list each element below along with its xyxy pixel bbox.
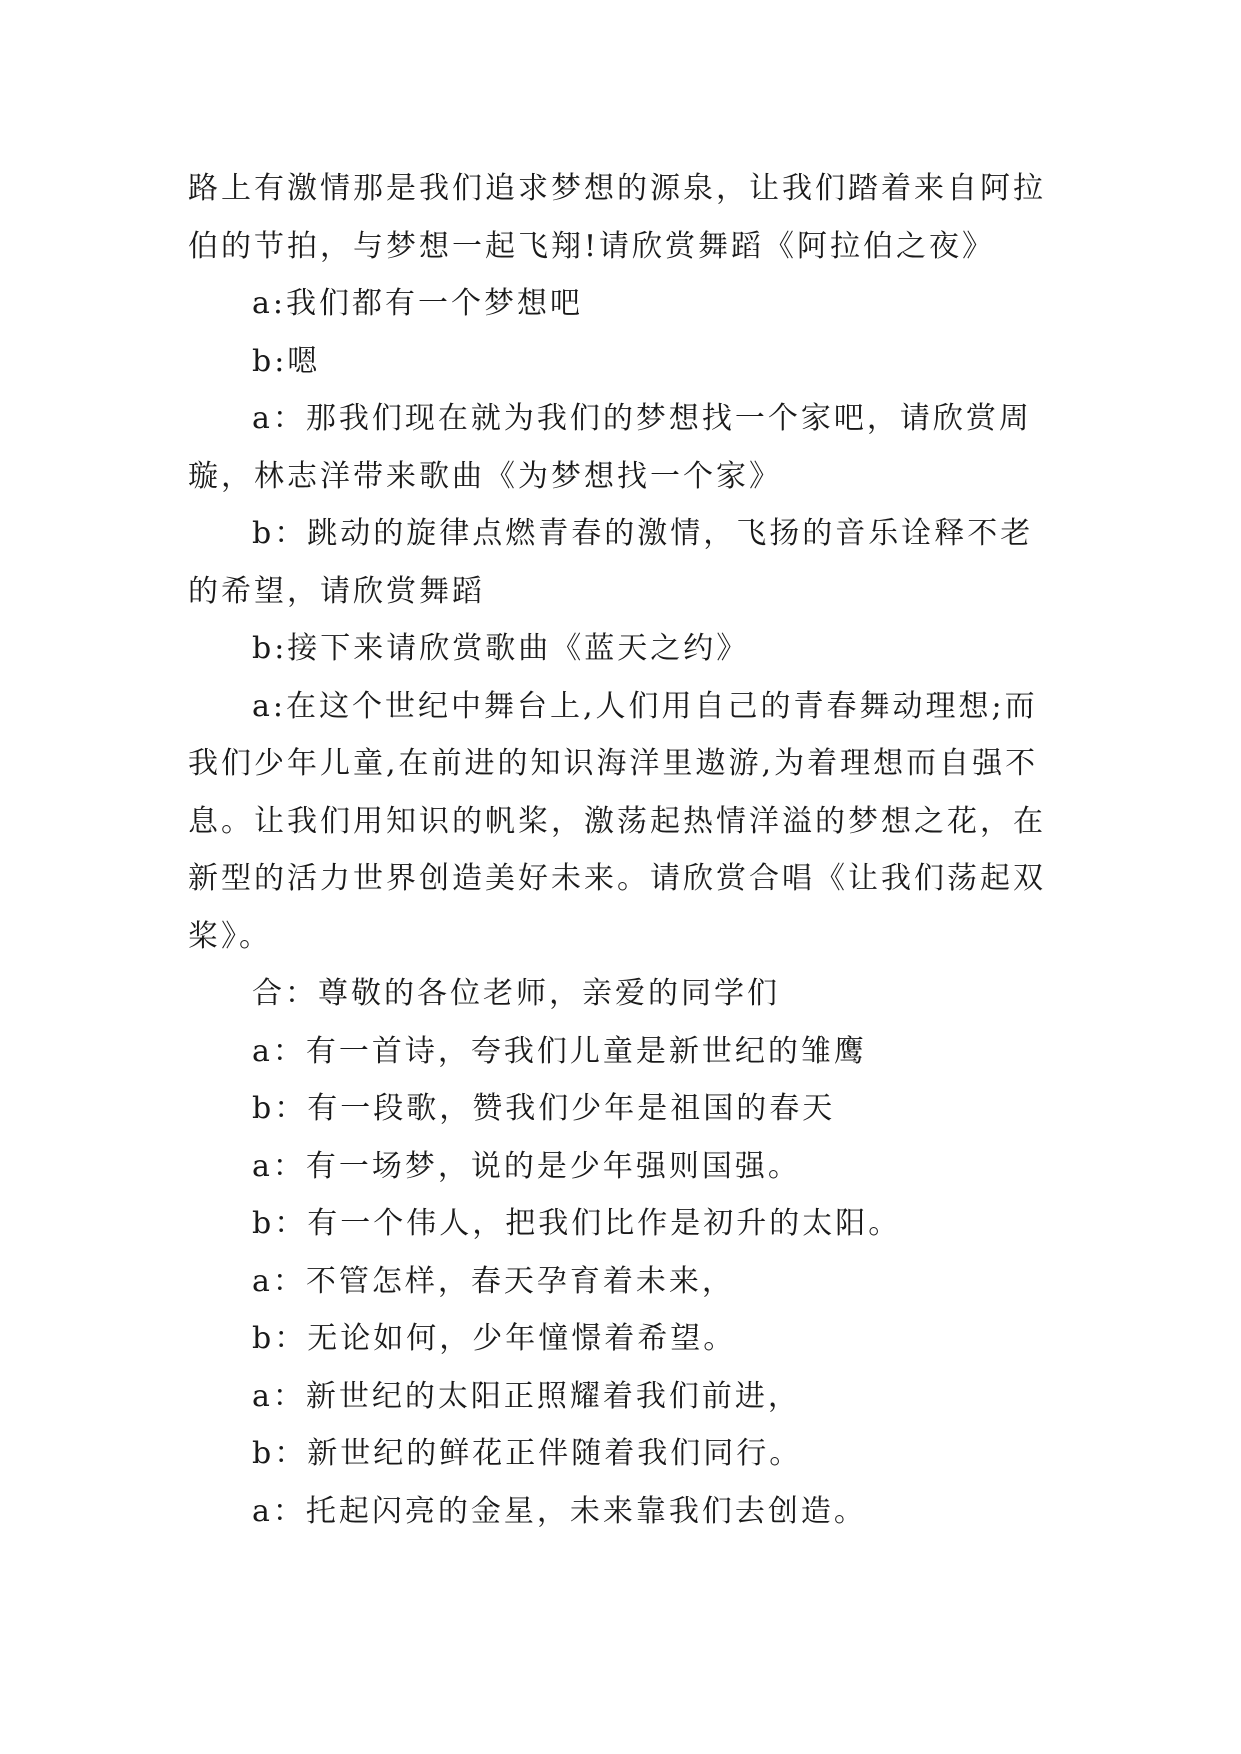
paragraph: b：有一段歌，赞我们少年是祖国的春天 xyxy=(252,1091,836,1126)
paragraph: b：跳动的旋律点燃青春的激情，飞扬的音乐诠释不老的希望，请欣赏舞蹈 xyxy=(188,516,1034,609)
paragraph: b：无论如何，少年憧憬着希望。 xyxy=(252,1321,737,1356)
paragraph: a：不管怎样，春天孕育着未来， xyxy=(252,1263,735,1299)
paragraph: a:我们都有一个梦想吧 xyxy=(252,286,583,321)
paragraph: b：新世纪的鲜花正伴随着我们同行。 xyxy=(252,1436,803,1471)
paragraph: a：有一场梦，说的是少年强则国强。 xyxy=(252,1148,801,1184)
paragraph: a：托起闪亮的金星，未来靠我们去创造。 xyxy=(252,1493,867,1529)
paragraph: b：有一个伟人，把我们比作是初升的太阳。 xyxy=(252,1206,902,1241)
paragraph: a：那我们现在就为我们的梦想找一个家吧，请欣赏周璇，林志洋带来歌曲《为梦想找一个家》 xyxy=(188,401,1032,494)
paragraph-continuation: 路上有激情那是我们追求梦想的源泉，让我们踏着来自阿拉伯的节拍，与梦想一起飞翔!请欣赏舞蹈《阿拉伯之夜》 xyxy=(188,171,1046,264)
paragraph: 合：尊敬的各位老师，亲爱的同学们 xyxy=(252,976,780,1011)
paragraph: b:嗯 xyxy=(252,343,321,379)
document-body xyxy=(188,160,1058,1540)
paragraph: a：新世纪的太阳正照耀着我们前进， xyxy=(252,1378,801,1414)
paragraph: a：有一首诗，夸我们儿童是新世纪的雏鹰 xyxy=(252,1033,867,1069)
paragraph: b:接下来请欣赏歌曲《蓝天之约》 xyxy=(252,631,750,666)
paragraph: a:在这个世纪中舞台上,人们用自己的青春舞动理想;而我们少年儿童,在前进的知识海洋里遨游,为着理想而自强不息。让我们用知识的帆桨，激荡起热情洋溢的梦想之花，在新型的活力世界创造美好未来。请欣赏合唱《让我们荡起双桨》。 xyxy=(188,688,1046,954)
